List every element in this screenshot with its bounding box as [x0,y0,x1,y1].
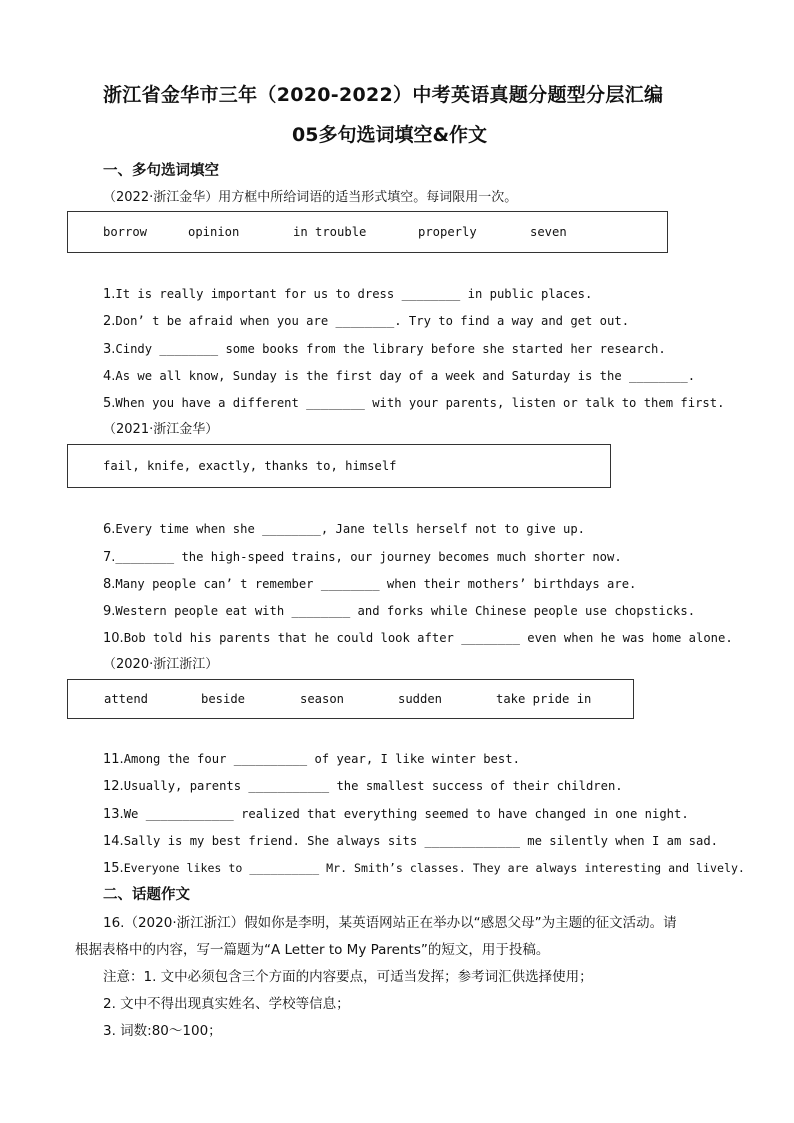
question-number: 13. [103,807,124,822]
question-text: ________ the high-speed trains, our journey becomes much shorter now. [115,550,622,564]
question-4 [103,365,695,384]
question-9 [103,600,695,619]
question-7 [103,546,622,565]
question-6 [103,518,585,537]
word-box-item: borrow [103,225,148,239]
question-text: Many people can’ t remember ________ when their mothers’ birthdays are. [115,577,637,591]
question-16-line-1: 16.（2020·浙江浙江）假如你是李明，某英语网站正在举办以“感恩父母”为主题的征文活动。请 [103,915,677,931]
question-text: As we all know, Sunday is the first day of a week and Saturday is the ________. [115,369,696,383]
question-number: 1. [103,287,116,302]
word-box-item: take pride in [496,692,592,706]
word-box-item: opinion [188,225,240,239]
word-box-item: properly [418,225,477,239]
word-box-item: in trouble [293,225,367,239]
question-number: 3. [103,342,116,357]
question-number: 15. [103,861,124,876]
question-text: Don’ t be afraid when you are ________. Try to find a way and get out. [115,314,630,328]
question-12 [103,775,623,794]
section-heading-1: 一、多句选词填空 [103,163,219,179]
question-number: 9. [103,604,116,619]
word-box-3 [67,679,634,719]
word-box-2 [67,444,611,488]
question-number: 14. [103,834,124,849]
group-1-source: （2022·浙江金华）用方框中所给词语的适当形式填空。每词限用一次。 [103,190,518,205]
question-number: 7. [103,550,116,565]
question-text: Sally is my best friend. She always sits _____________ me silently when I am sad. [123,834,719,848]
question-1 [103,283,592,302]
section-heading-2: 二、话题作文 [103,887,190,903]
word-box-item: sudden [398,692,443,706]
note-1: 注意：1. 文中必须包含三个方面的内容要点，可适当发挥；参考词汇供选择使用； [103,969,593,985]
question-11 [103,748,520,767]
question-text: Western people eat with ________ and forks while Chinese people use chopsticks. [115,604,696,618]
question-3 [103,338,666,357]
question-13 [103,803,689,822]
word-box-1 [67,211,668,253]
question-number: 8. [103,577,116,592]
document-title: 浙江省金华市三年（2020-2022）中考英语真题分题型分层汇编 [103,84,664,106]
question-text: When you have a different ________ with your parents, listen or talk to them first. [115,396,725,410]
question-8 [103,573,636,592]
question-15 [103,857,745,876]
group-2-source: （2021·浙江金华） [103,422,219,437]
question-text: Everyone likes to __________ Mr. Smith’s classes. They are always interesting and lively. [123,861,745,875]
document-subtitle: 05多句选词填空&作文 [292,124,488,146]
word-box-item: seven [530,225,567,239]
question-number: 4. [103,369,116,384]
question-number: 11. [103,752,124,767]
question-text: Cindy ________ some books from the library before she started her research. [115,342,666,356]
question-2 [103,310,629,329]
question-text: We ____________ realized that everything seemed to have changed in one night. [123,807,689,821]
word-box-line: fail, knife, exactly, thanks to, himself [103,459,397,473]
word-box-item: attend [104,692,149,706]
question-text: Usually, parents ___________ the smallest success of their children. [123,779,623,793]
question-number: 12. [103,779,124,794]
question-5 [103,392,724,411]
question-number: 2. [103,314,116,329]
question-text: Every time when she ________, Jane tells herself not to give up. [115,522,586,536]
note-3: 3. 词数:80～100； [103,1023,222,1039]
note-2: 2. 文中不得出现真实姓名、学校等信息； [103,996,350,1012]
question-text: It is really important for us to dress ________ in public places. [115,287,593,301]
question-text: Bob told his parents that he could look after ________ even when he was home alone. [123,631,733,645]
word-box-item: season [300,692,345,706]
question-number: 10. [103,631,124,646]
group-3-source: （2020·浙江浙江） [103,657,219,672]
question-16-line-2: 根据表格中的内容，写一篇题为“A Letter to My Parents”的短文，用于投稿。 [75,942,550,958]
question-number: 5. [103,396,116,411]
question-number: 6. [103,522,116,537]
question-10 [103,627,733,646]
word-box-item: beside [201,692,246,706]
question-14 [103,830,718,849]
question-text: Among the four __________ of year, I like winter best. [123,752,520,766]
